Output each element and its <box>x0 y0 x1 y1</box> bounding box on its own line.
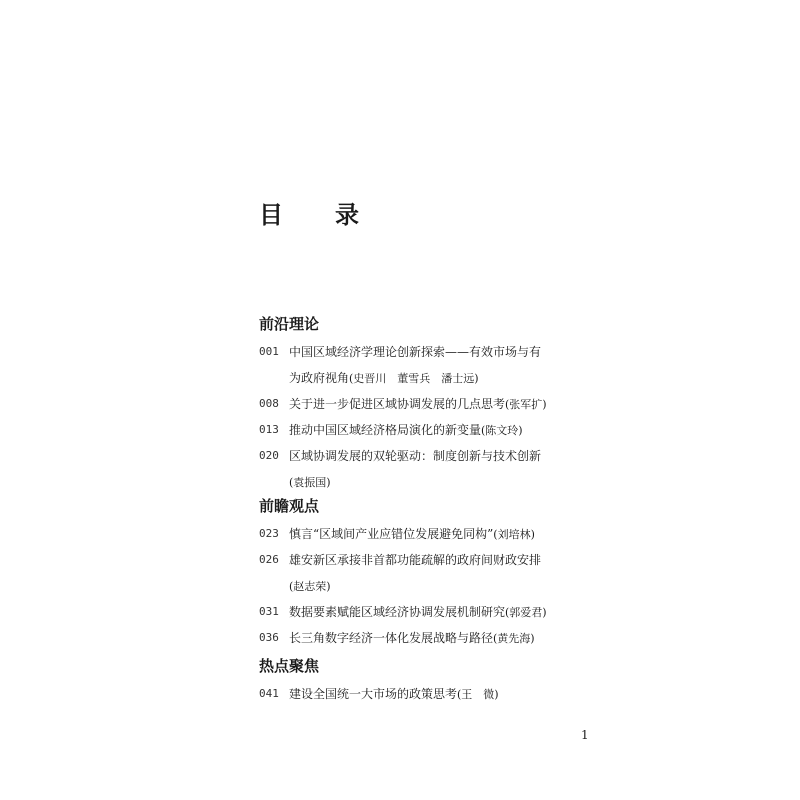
entry-author: (赵志荣) <box>289 580 331 593</box>
entry-page-number: 036 <box>259 631 279 644</box>
entry-page-number: 008 <box>259 397 279 410</box>
entry-author: (王 微) <box>457 688 499 701</box>
entry-title-line: 中国区域经济学理论创新探索——有效市场与有 <box>289 345 542 359</box>
entry-title-line: 数据要素赋能区域经济协调发展机制研究 <box>289 605 506 619</box>
entry-author: (黄先海) <box>493 632 535 645</box>
page-title: 目 录 <box>259 201 373 229</box>
entry-title-line: 雄安新区承接非首都功能疏解的政府间财政安排 <box>289 553 542 567</box>
toc-entry[interactable] <box>259 339 579 391</box>
entry-author: (陈文玲) <box>481 424 523 437</box>
entry-page-number: 001 <box>259 345 279 358</box>
toc-section <box>259 313 579 495</box>
entry-author: (刘培林) <box>493 528 535 541</box>
entry-title-line: 慎言“区域间产业应错位发展避免同构” <box>289 527 494 541</box>
entry-author: (张军扩) <box>505 398 547 411</box>
entry-author: (袁振国) <box>289 476 331 489</box>
entry-page-number: 031 <box>259 605 279 618</box>
section-heading: 前沿理论 <box>259 315 320 333</box>
toc-entry[interactable] <box>259 391 579 417</box>
section-heading: 热点聚焦 <box>259 657 320 675</box>
entry-title-line: 为政府视角 <box>289 371 350 385</box>
entry-page-number: 013 <box>259 423 279 436</box>
entry-title-line: 关于进一步促进区域协调发展的几点思考 <box>289 397 506 411</box>
entry-author: (史晋川 董雪兵 潘士远) <box>349 372 479 385</box>
toc-entry[interactable] <box>259 625 579 651</box>
toc-entry[interactable] <box>259 443 579 495</box>
toc-entry[interactable] <box>259 547 579 599</box>
toc-entry[interactable] <box>259 417 579 443</box>
toc-section <box>259 655 579 707</box>
entry-page-number: 026 <box>259 553 279 566</box>
entry-title-line: 长三角数字经济一体化发展战略与路径 <box>289 631 494 645</box>
section-heading: 前瞻观点 <box>259 497 320 515</box>
entry-page-number: 020 <box>259 449 279 462</box>
entry-author: (郭爱君) <box>505 606 547 619</box>
toc-section <box>259 495 579 651</box>
entry-title-line: 区域协调发展的双轮驱动：制度创新与技术创新 <box>289 449 542 463</box>
entry-page-number: 041 <box>259 687 279 700</box>
toc-entry[interactable] <box>259 599 579 625</box>
page-number: 1 <box>581 728 589 742</box>
entry-page-number: 023 <box>259 527 279 540</box>
toc-entry[interactable] <box>259 681 579 707</box>
entry-title-line: 推动中国区域经济格局演化的新变量 <box>289 423 482 437</box>
entry-title-line: 建设全国统一大市场的政策思考 <box>289 687 458 701</box>
toc-entry[interactable] <box>259 521 579 547</box>
